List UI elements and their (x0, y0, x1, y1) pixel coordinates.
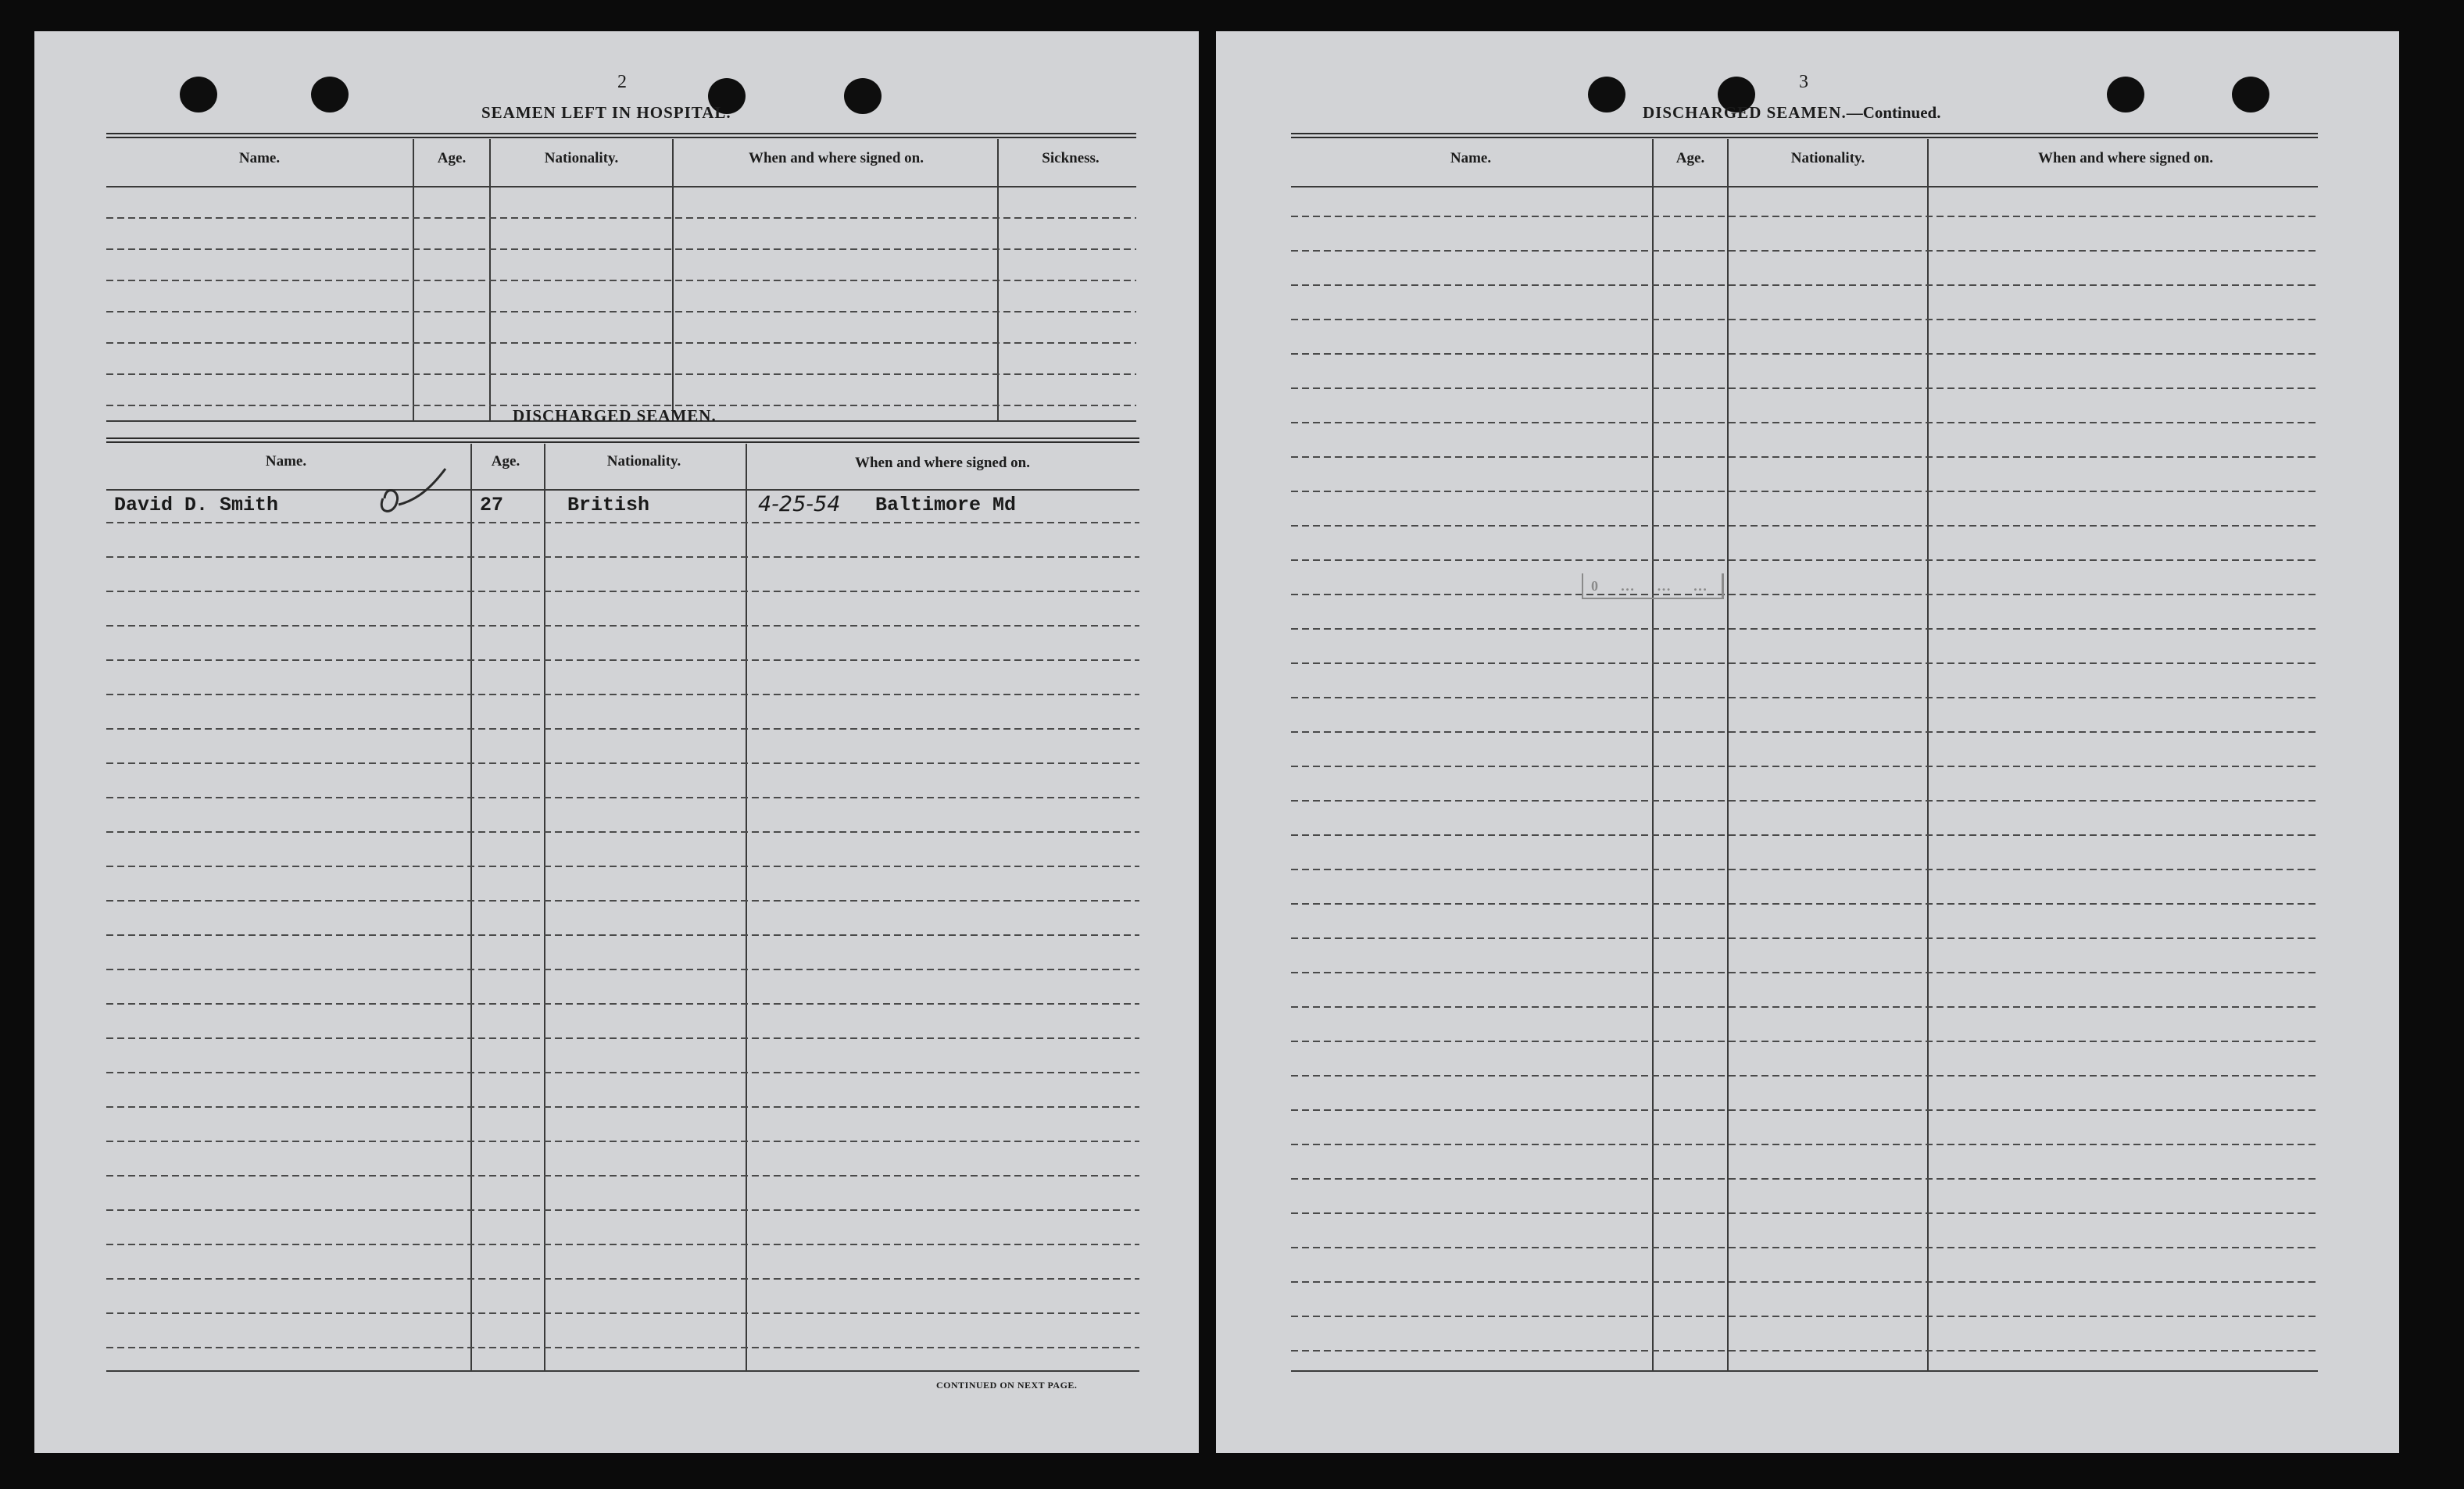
continued-col-nationality: Nationality. (1790, 150, 1865, 166)
continued-row-line (1291, 1041, 2318, 1042)
hospital-section-title: SEAMEN LEFT IN HOSPITAL. (481, 103, 731, 122)
continued-row-line (1291, 662, 2318, 664)
continued-row-line (1291, 1247, 2318, 1248)
discharged-row-line (106, 1106, 1139, 1108)
continued-row-line (1291, 937, 2318, 939)
continued-row-line (1291, 353, 2318, 355)
discharged-row-line (106, 1209, 1139, 1211)
page-number: 3 (1799, 72, 1808, 92)
discharged-continued-title (1643, 103, 1940, 123)
continued-row-line (1291, 731, 2318, 733)
continued-row-line (1291, 1350, 2318, 1352)
continued-row-line (1291, 1075, 2318, 1077)
continued-row-line (1291, 559, 2318, 561)
seaman-signed-place: Baltimore Md (875, 494, 1017, 516)
discharged-row-line (106, 1037, 1139, 1039)
discharged-row-line (106, 831, 1139, 833)
continued-row-line (1291, 525, 2318, 527)
discharged-row-line (106, 797, 1139, 798)
discharged-row-line (106, 969, 1139, 970)
continued-row-line (1291, 422, 2318, 423)
discharged-col-divider (544, 444, 545, 1372)
punch-hole-icon (311, 77, 349, 112)
discharged-row-line (106, 900, 1139, 902)
continued-row-line (1291, 834, 2318, 836)
discharged-row-line (106, 591, 1139, 592)
discharged-col-name: Name. (265, 453, 307, 470)
continued-row-line (1291, 972, 2318, 973)
continued-col-age: Age. (1675, 150, 1705, 166)
discharged-row-line (106, 934, 1139, 936)
hospital-col-age: Age. (437, 150, 467, 166)
hospital-row-line (106, 373, 1136, 375)
seaman-nationality: British (567, 494, 650, 516)
discharged-row-line (106, 866, 1139, 867)
continued-row-line (1291, 216, 2318, 217)
page-number: 2 (617, 72, 627, 92)
discharged-row-line (106, 556, 1139, 558)
discharged-col-nationality: Nationality. (606, 453, 681, 470)
title-main: DISCHARGED SEAMEN. (1643, 103, 1847, 122)
discharged-row-line (106, 1175, 1139, 1177)
continued-row-line (1291, 1212, 2318, 1214)
seaman-age: 27 (480, 494, 504, 516)
discharged-table-top-rule (106, 437, 1139, 439)
continued-row-line (1291, 1109, 2318, 1111)
discharged-header-rule (106, 489, 1139, 491)
continued-row-line (1291, 628, 2318, 630)
hospital-table-top-rule (106, 133, 1136, 134)
continued-col-signed-on: When and where signed on. (2037, 150, 2213, 166)
continued-header-rule (1291, 186, 2318, 187)
continued-row-line (1291, 594, 2318, 595)
discharged-row-line (106, 659, 1139, 661)
continued-row-line (1291, 1144, 2318, 1145)
discharged-row-line (106, 762, 1139, 764)
discharged-table-bottom-rule (106, 1370, 1139, 1372)
punch-hole-icon (180, 77, 217, 112)
continued-row-line (1291, 1281, 2318, 1283)
punch-hole-icon (2232, 77, 2269, 112)
discharged-col-divider (470, 444, 472, 1372)
hospital-col-signed-on: When and where signed on. (748, 150, 924, 166)
continued-footer: CONTINUED ON NEXT PAGE. (936, 1380, 1078, 1391)
continued-col-divider (1727, 139, 1729, 1372)
continued-row-line (1291, 387, 2318, 389)
handwritten-check-icon (370, 453, 464, 523)
faint-stamp: 0 … … … (1582, 573, 1724, 599)
continued-row-line (1291, 491, 2318, 492)
continued-table-top-rule (1291, 133, 2318, 134)
discharged-row-line (106, 1278, 1139, 1280)
hospital-row-line (106, 248, 1136, 250)
continued-row-line (1291, 697, 2318, 698)
discharged-col-age: Age. (491, 453, 520, 470)
continued-table-bottom-rule (1291, 1370, 2318, 1372)
hospital-row-line (106, 217, 1136, 219)
punch-hole-icon (844, 78, 882, 114)
continued-row-line (1291, 903, 2318, 905)
right-page (1216, 31, 2399, 1453)
continued-row-line (1291, 766, 2318, 767)
hospital-row-line (106, 280, 1136, 281)
left-page (34, 31, 1199, 1453)
title-suffix: —Continued. (1846, 103, 1941, 122)
hospital-col-name: Name. (238, 150, 281, 166)
discharged-row-line (106, 1003, 1139, 1005)
hospital-row-line (106, 342, 1136, 344)
continued-col-name: Name. (1450, 150, 1492, 166)
hospital-header-rule (106, 186, 1136, 187)
continued-row-line (1291, 869, 2318, 870)
continued-col-divider (1652, 139, 1654, 1372)
punch-hole-icon (2107, 77, 2144, 112)
hospital-col-nationality: Nationality. (544, 150, 619, 166)
discharged-row-line (106, 625, 1139, 627)
continued-row-line (1291, 1316, 2318, 1317)
discharged-row-line (106, 1141, 1139, 1142)
continued-row-line (1291, 250, 2318, 252)
discharged-row-line (106, 1347, 1139, 1348)
seaman-signed-date: 4-25-54 (758, 492, 841, 516)
discharged-row-line (106, 728, 1139, 730)
hospital-col-sickness: Sickness. (1042, 150, 1100, 166)
discharged-row-line (106, 1072, 1139, 1073)
continued-row-line (1291, 1178, 2318, 1180)
discharged-col-divider (746, 444, 747, 1372)
discharged-row-line (106, 522, 1139, 523)
discharged-row-line (106, 694, 1139, 695)
discharged-section-title: DISCHARGED SEAMEN. (513, 406, 717, 425)
continued-row-line (1291, 456, 2318, 458)
discharged-row-line (106, 1244, 1139, 1245)
continued-row-line (1291, 319, 2318, 320)
discharged-col-signed-on: When and where signed on. (854, 455, 1030, 471)
continued-row-line (1291, 800, 2318, 802)
continued-row-line (1291, 284, 2318, 286)
continued-col-divider (1927, 139, 1929, 1372)
continued-row-line (1291, 1006, 2318, 1008)
seaman-name: David D. Smith (114, 494, 279, 516)
hospital-row-line (106, 311, 1136, 312)
discharged-row-line (106, 1312, 1139, 1314)
punch-hole-icon (1588, 77, 1625, 112)
